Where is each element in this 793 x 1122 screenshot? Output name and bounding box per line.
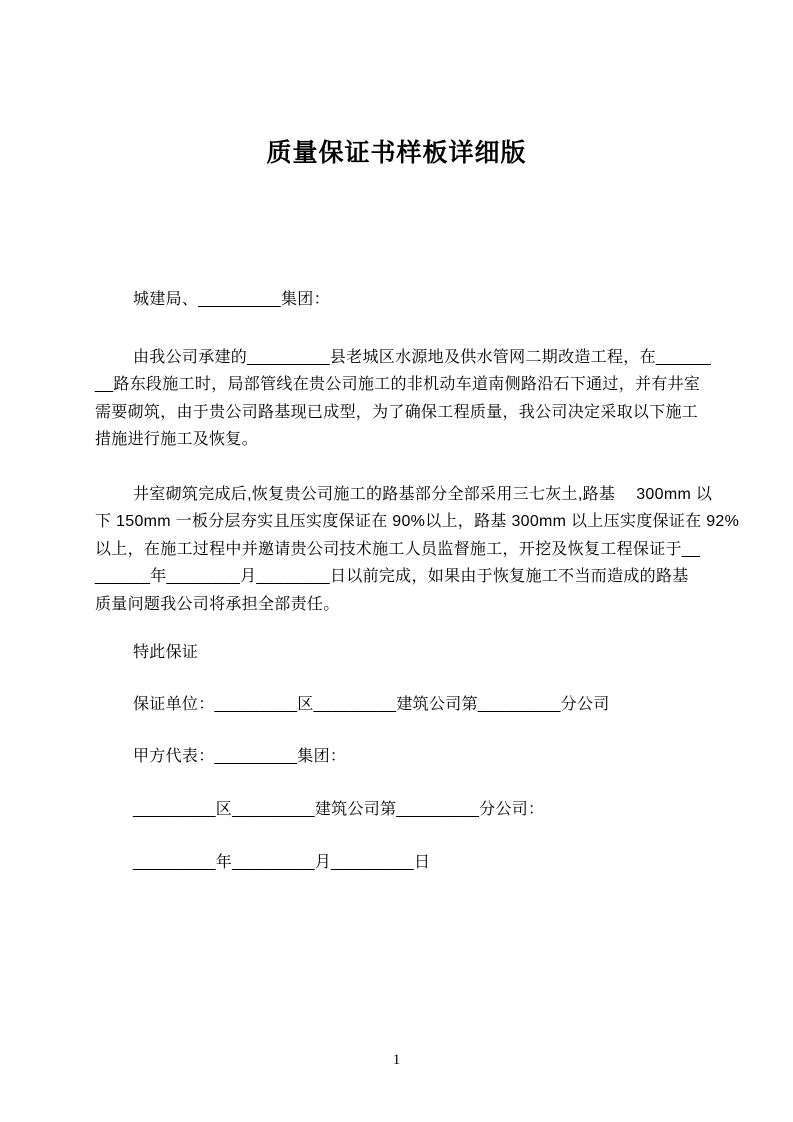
guarantor-signature-block [95, 691, 713, 718]
paragraph-guarantee-terms [95, 481, 740, 618]
salutation-block [95, 286, 713, 313]
party-a-representative-line: 甲方代表：_________集团： [133, 748, 347, 765]
paragraph-line: 以上，在施工过程中并邀请贵公司技术施工人员监督施工，开挖及恢复工程保证于__ [95, 540, 701, 558]
paragraph-line: 由我公司承建的_________县老城区水源地及供水管网二期改造工程，在______ [133, 349, 712, 366]
paragraph-line: 井室砌筑完成后,恢复贵公司施工的路基部分全部采用三七灰土,路基 300mm 以 [133, 486, 713, 503]
party-a-representative-block [95, 743, 713, 770]
branch-company-block [95, 796, 713, 823]
date-signature-block [95, 849, 713, 876]
date-signature-line: _________年_________月_________日 [133, 854, 431, 871]
paragraph-project-intro [95, 344, 713, 454]
paragraph-line: 需要砌筑，由于贵公司路基现已成型，为了确保工程质量，我公司决定采取以下施工 [95, 403, 699, 421]
page-number: 1 [392, 1052, 401, 1068]
salutation-line: 城建局、_________集团： [133, 291, 330, 308]
guarantor-signature-line: 保证单位：_________区_________建筑公司第_________分公司 [133, 696, 610, 713]
paragraph-line: 质量问题我公司将承担全部责任。 [95, 595, 340, 613]
paragraph-line: __路东段施工时，局部管线在贵公司施工的非机动车道南侧路沿石下通过，并有井室 [95, 376, 701, 394]
paragraph-line: 措施进行施工及恢复。 [95, 431, 259, 449]
branch-company-line: _________区_________建筑公司第_________分公司： [133, 801, 545, 818]
document-title: 质量保证书样板详细版 [266, 139, 527, 167]
paragraph-line: ______年________月________日以前完成，如果由于恢复施工不当而造成的路基 [95, 568, 689, 586]
closing-statement-block [95, 639, 713, 666]
closing-statement: 特此保证 [133, 644, 199, 661]
paragraph-line: 下 150mm 一板分层夯实且压实度保证在 90%以上，路基 300mm 以上压实度保证在 92% [95, 513, 740, 531]
